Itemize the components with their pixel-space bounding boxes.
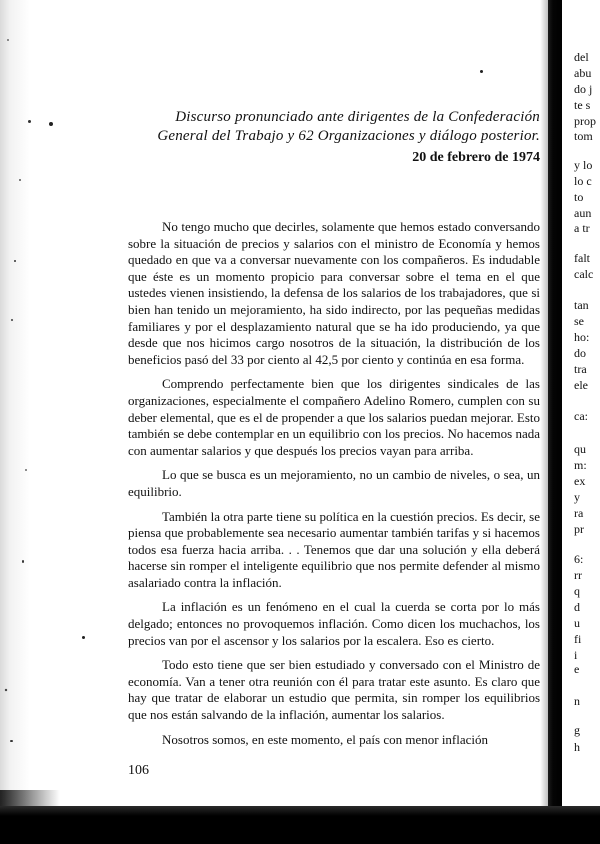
facing-page-line: i [574,648,578,662]
facing-page-line: to [574,190,584,204]
facing-page-line: u [574,616,580,630]
facing-page-line: falt [574,251,590,265]
facing-page-line: qu [574,442,586,456]
facing-page-line: g [574,723,580,737]
facing-page-line: abu [574,66,592,80]
scan-speck [480,70,483,73]
speech-date: 20 de febrero de 1974 [412,150,540,165]
facing-page-fragment [562,0,600,806]
facing-page-line: y lo [574,158,593,172]
facing-page-line: te s [574,98,591,112]
facing-page-line: q [574,584,580,598]
facing-page-line: y [574,490,580,504]
facing-page-line: tan [574,298,589,312]
facing-page-line: ex [574,474,586,488]
facing-page-line: n [574,694,580,708]
page-number: 106 [128,763,149,778]
facing-page-line: pr [574,522,584,536]
facing-page-line: se [574,314,584,328]
facing-page-line: do j [574,82,593,96]
facing-page-line: lo c [574,174,592,188]
facing-page-line: d [574,600,580,614]
scan-speck [28,120,31,123]
scan-speck [22,560,24,563]
scan-speck [82,636,85,639]
facing-page-line: ho: [574,330,590,344]
facing-page-line: aun [574,206,592,220]
facing-page-line: do [574,346,586,360]
body-paragraph: Todo esto tiene que ser bien estudiado y conversado con el Ministro de economía. Van a tener otra reunión con él para tratar este asunto. Es claro que hay que tratar de elaborar un estudio que permita, sin romper los equilibrios que nos están salvando de la inflación, aumentar los salarios. [128,657,540,723]
gutter-shadow [540,0,548,844]
scan-speck [14,260,16,262]
facing-page-line: h [574,740,580,754]
facing-page-line: ca: [574,409,588,423]
scan-speck [10,740,13,742]
body-paragraph: Nosotros somos, en este momento, el país con menor inflación [162,731,489,747]
facing-page-line: ele [574,378,588,392]
facing-page-line: tom [574,129,593,143]
body-paragraph: La inflación es un fenómeno en el cual la cuerda se corta por lo más delgado; entonces no provoquemos inflación. Como dicen los muchachos, los precios van por el ascensor y los salarios por la escalera. Eso es cierto. [128,599,540,648]
facing-page-line: fi [574,632,582,646]
speech-body [128,219,540,756]
facing-page-line: m: [574,458,587,472]
scan-bottom-border [0,806,600,844]
body-paragraph: Lo que se busca es un mejoramiento, no un cambio de niveles, o sea, un equilibrio. [128,467,540,499]
speech-heading: Discurso pronunciado ante dirigentes de la Confederación General del Trabajo y 62 Organizaciones y diálogo posterior. [157,109,540,144]
facing-page-line: prop [574,114,596,128]
facing-page-line: tra [574,362,587,376]
facing-page-line: calc [574,267,594,281]
facing-page-line: a tr [574,221,590,235]
page-left-edge-shadow [0,0,38,844]
body-paragraph: No tengo mucho que decirles, solamente que hemos estado conversando sobre la situación de precios y salarios con el ministro de Economía y hemos quedado en que va a conversar nuevamente con los compañeros. Es indudable que éste es un momento propicio para conversar sobre el tema en el que ustedes vienen insistiendo, la defensa de los salarios de los trabajadores, que si bien han tenido un mejoramiento, ha sido indirecto, por las pequeñas medidas familiares y por el desplazamiento natural que se ha ido produciendo, ya que desde que nos hicimos cargo nosotros de la situación, la distribución de los beneficios pasó del 33 por ciento al 42,5 por ciento y continúa en esa forma. [128,219,540,367]
facing-page-line: 6: [574,552,584,566]
facing-page-line: e [574,662,580,676]
facing-page-line: rr [574,568,582,582]
facing-page-line: ra [574,506,584,520]
body-paragraph: Comprendo perfectamente bien que los dirigentes sindicales de las organizaciones, especialmente el compañero Adelino Romero, cumplen con su deber elemental, que es el de propender a que los salarios puedan mejorar. Esto también se debe contemplar en un equilibrio con los precios. No hacemos nada con aumentar salarios y que después los precios vayan para arriba. [128,376,540,458]
facing-page-line: del [574,50,589,64]
scan-speck [49,122,53,126]
body-paragraph: También la otra parte tiene su política en la cuestión precios. Es decir, se piensa que probablemente sea necesario aumentar también tarifas y si hacemos todos esa fuerza hacia arriba. . . Tenemos que dar una solución y ella deberá hacerse sin romper el inteligente equilibrio que nos permite defender al mismo asalariado contra la inflación. [128,508,540,590]
book-gutter [548,0,562,844]
